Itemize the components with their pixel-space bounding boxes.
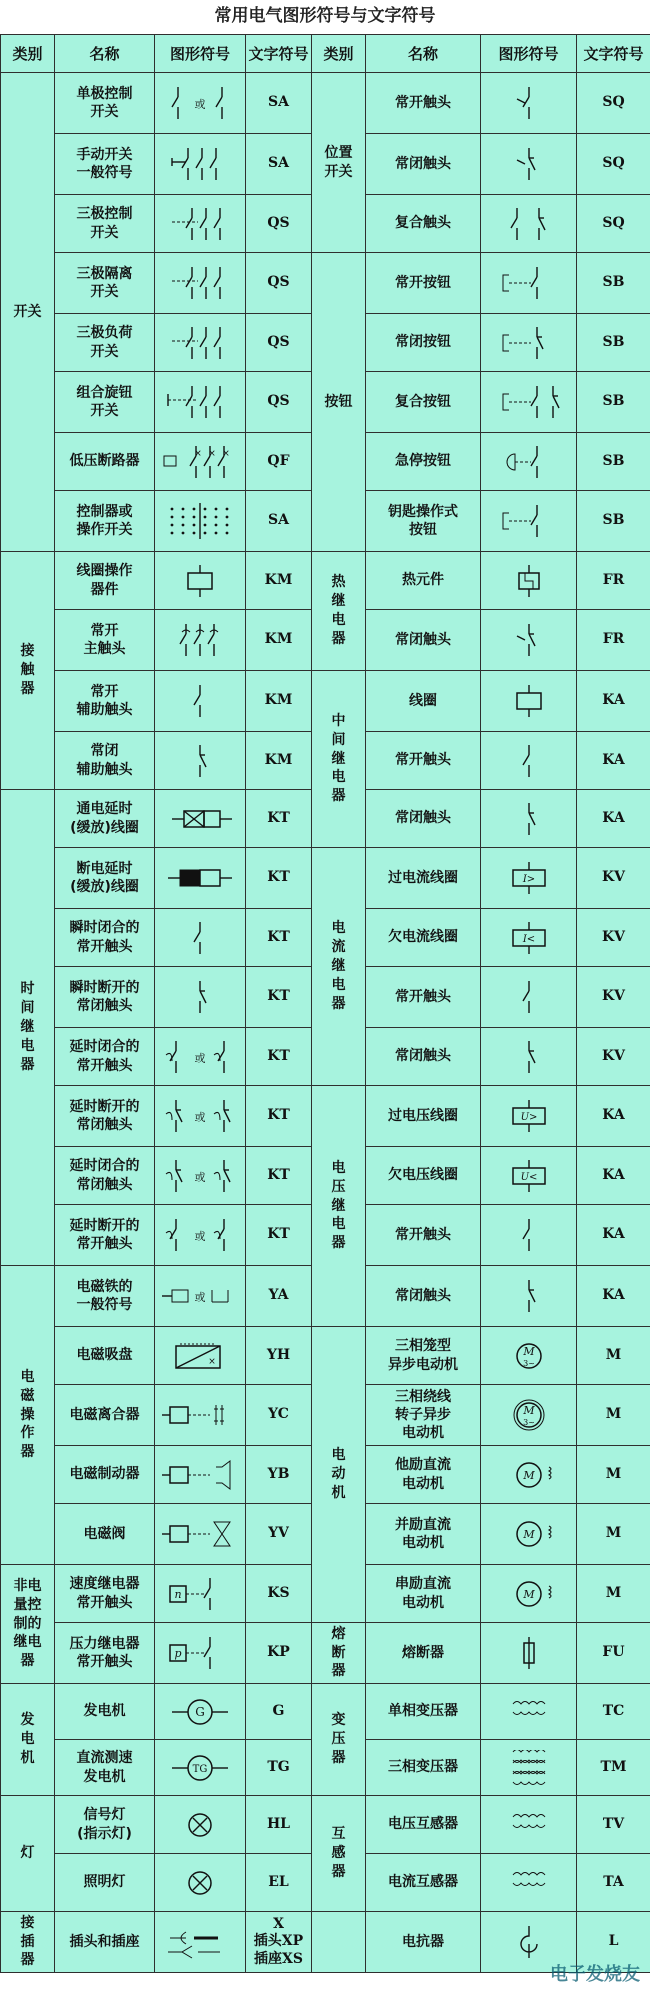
svg-text:M: M <box>522 1404 535 1417</box>
symbol-name: 压力继电器 常开触头 <box>55 1623 155 1684</box>
symbol-name: 线圈操作 器件 <box>55 552 155 610</box>
svg-text:或: 或 <box>194 1291 206 1304</box>
symbol-name: 过电流线圈 <box>366 848 481 909</box>
letter-code: SA <box>246 491 312 552</box>
symbol-name: 延时断开的 常闭触头 <box>55 1086 155 1147</box>
three-transformer-icon <box>481 1740 577 1796</box>
letter-code: SB <box>577 314 650 372</box>
table-row <box>1 1327 650 1385</box>
symbol-name: 常开按钮 <box>366 253 481 314</box>
limit-no-icon <box>481 73 577 134</box>
table-row <box>1 552 650 610</box>
symbol-name: 常开触头 <box>366 1205 481 1266</box>
letter-code: KT <box>246 1205 312 1266</box>
symbol-name: 插头和插座 <box>55 1912 155 1973</box>
category-cell <box>312 1912 366 1973</box>
symbol-name: 欠电流线圈 <box>366 909 481 967</box>
symbol-name: 电压互感器 <box>366 1796 481 1854</box>
svg-text:或: 或 <box>194 1111 206 1124</box>
undervoltage-coil-icon <box>481 1147 577 1205</box>
symbol-name: 三相变压器 <box>366 1740 481 1796</box>
symbol-name: 电磁吸盘 <box>55 1327 155 1385</box>
button-no-icon <box>481 253 577 314</box>
current-no-icon <box>481 967 577 1028</box>
letter-code: TV <box>577 1796 650 1854</box>
letter-code: YA <box>246 1266 312 1327</box>
symbol-name: 常闭触头 <box>366 134 481 195</box>
lighting-lamp-icon <box>155 1854 246 1912</box>
svg-text:M: M <box>522 1587 535 1601</box>
letter-code: QS <box>246 253 312 314</box>
table-row <box>1 1684 650 1740</box>
switch-single-icon <box>155 73 246 134</box>
cage-motor-icon <box>481 1327 577 1385</box>
table-row <box>1 73 650 134</box>
relay-coil-icon <box>481 671 577 732</box>
delay-close-no-icon <box>155 1028 246 1086</box>
page-title: 常用电气图形符号与文字符号 <box>214 6 436 26</box>
svg-text:或: 或 <box>194 1170 206 1184</box>
letter-code: KM <box>246 610 312 671</box>
category-cell: 位置 开关 <box>312 73 366 253</box>
symbol-name: 常闭触头 <box>366 1266 481 1327</box>
letter-code: SQ <box>577 134 650 195</box>
svg-text:M: M <box>522 1344 535 1358</box>
letter-code: KV <box>577 909 650 967</box>
symbol-name: 单相变压器 <box>366 1684 481 1740</box>
table-row <box>1 253 650 314</box>
category-cell: 熔 断 器 <box>312 1623 366 1684</box>
symbol-name: 速度继电器 常开触头 <box>55 1565 155 1623</box>
current-nc-icon <box>481 1028 577 1086</box>
button-nc-icon <box>481 314 577 372</box>
letter-code: M <box>577 1504 650 1565</box>
electromagnet-icon <box>155 1266 246 1327</box>
category-cell: 电 流 继 电 器 <box>312 848 366 1086</box>
symbol-name: 单极控制 开关 <box>55 73 155 134</box>
watermark-logo: 电子发烧友 <box>550 1964 640 1984</box>
voltage-no-icon <box>481 1205 577 1266</box>
signal-lamp-icon <box>155 1796 246 1854</box>
symbol-name: 三相笼型 异步电动机 <box>366 1327 481 1385</box>
letter-code: TA <box>577 1854 650 1912</box>
symbol-name: 熔断器 <box>366 1623 481 1684</box>
switch-3pole-icon <box>155 195 246 253</box>
limit-nc-icon <box>481 134 577 195</box>
header-cell: 图形符号 <box>481 35 577 73</box>
symbol-name: 常开触头 <box>366 73 481 134</box>
category-cell: 接 触 器 <box>1 552 55 790</box>
letter-code: KT <box>246 967 312 1028</box>
letter-code: SA <box>246 73 312 134</box>
symbol-name: 瞬时断开的 常闭触头 <box>55 967 155 1028</box>
symbol-name: 过电压线圈 <box>366 1086 481 1147</box>
svg-text:I>: I> <box>522 874 535 885</box>
shunt-motor-icon <box>481 1504 577 1565</box>
category-cell: 时 间 继 电 器 <box>1 790 55 1266</box>
header-cell: 文字符号 <box>246 35 312 73</box>
letter-code: QS <box>246 372 312 433</box>
load-switch-3pole-icon <box>155 314 246 372</box>
letter-code: EL <box>246 1854 312 1912</box>
svg-text:U>: U> <box>520 1112 537 1123</box>
letter-code: QS <box>246 195 312 253</box>
letter-code: HL <box>246 1796 312 1854</box>
svg-text:U<: U< <box>520 1171 537 1183</box>
symbol-name: 发电机 <box>55 1684 155 1740</box>
category-cell: 灯 <box>1 1796 55 1912</box>
svg-text:×: × <box>208 448 216 459</box>
table-row <box>1 1623 650 1684</box>
symbol-name: 常闭触头 <box>366 1028 481 1086</box>
plug-socket-icon <box>155 1912 246 1973</box>
header-row <box>1 35 650 73</box>
breaker-icon <box>155 433 246 491</box>
symbol-name: 三极负荷 开关 <box>55 314 155 372</box>
letter-code: KP <box>246 1623 312 1684</box>
letter-code: KV <box>577 967 650 1028</box>
header-cell: 图形符号 <box>155 35 246 73</box>
magnetic-clutch-icon <box>155 1385 246 1446</box>
letter-code: KT <box>246 790 312 848</box>
letter-code: KT <box>246 1147 312 1205</box>
svg-text:p: p <box>174 1647 182 1660</box>
symbol-name: 欠电压线圈 <box>366 1147 481 1205</box>
letter-code: QF <box>246 433 312 491</box>
category-cell: 电 压 继 电 器 <box>312 1086 366 1327</box>
symbol-name: 三极控制 开关 <box>55 195 155 253</box>
controller-switch-icon <box>155 491 246 552</box>
overvoltage-coil-icon <box>481 1086 577 1147</box>
symbol-name: 常开触头 <box>366 732 481 790</box>
nc-contact-icon <box>155 732 246 790</box>
on-delay-coil-icon <box>155 790 246 848</box>
symbol-name: 断电延时 (缓放)线圈 <box>55 848 155 909</box>
letter-code: KA <box>577 732 650 790</box>
letter-code: YC <box>246 1385 312 1446</box>
pressure-relay-icon <box>155 1623 246 1684</box>
category-cell: 非电 量控 制的 继电 器 <box>1 1565 55 1684</box>
letter-code: KM <box>246 732 312 790</box>
symbol-name: 信号灯 (指示灯) <box>55 1796 155 1854</box>
manual-switch-icon <box>155 134 246 195</box>
symbol-table <box>0 34 650 1973</box>
symbol-name: 电流互感器 <box>366 1854 481 1912</box>
svg-text:M: M <box>522 1528 535 1541</box>
symbol-name: 组合旋钮 开关 <box>55 372 155 433</box>
rotary-switch-icon <box>155 372 246 433</box>
symbol-name: 急停按钮 <box>366 433 481 491</box>
letter-code: FR <box>577 552 650 610</box>
symbol-name: 三相绕线 转子异步 电动机 <box>366 1385 481 1446</box>
letter-code: L <box>577 1912 650 1973</box>
category-cell: 接 插 器 <box>1 1912 55 1973</box>
key-button-icon <box>481 491 577 552</box>
symbol-name: 常开 主触头 <box>55 610 155 671</box>
category-cell: 开关 <box>1 73 55 552</box>
symbol-name: 三极隔离 开关 <box>55 253 155 314</box>
symbol-name: 复合触头 <box>366 195 481 253</box>
symbol-name: 钥匙操作式 按钮 <box>366 491 481 552</box>
instant-no-contact-icon <box>155 909 246 967</box>
single-transformer-icon <box>481 1684 577 1740</box>
header-cell: 类别 <box>1 35 55 73</box>
svg-text:TG: TG <box>192 1763 208 1775</box>
letter-code: YB <box>246 1446 312 1504</box>
svg-text:M: M <box>522 1468 535 1482</box>
symbol-name: 常闭触头 <box>366 790 481 848</box>
emergency-stop-icon <box>481 433 577 491</box>
category-cell: 变 压 器 <box>312 1684 366 1796</box>
svg-text:n: n <box>174 1587 182 1601</box>
fuse-icon <box>481 1623 577 1684</box>
letter-code: SB <box>577 372 650 433</box>
letter-code: TC <box>577 1684 650 1740</box>
thermal-element-icon <box>481 552 577 610</box>
delay-open-nc-icon <box>155 1086 246 1147</box>
letter-code: KA <box>577 1266 650 1327</box>
symbol-name: 串励直流 电动机 <box>366 1565 481 1623</box>
symbol-name: 常开触头 <box>366 967 481 1028</box>
letter-code: YH <box>246 1327 312 1385</box>
symbol-name: 延时断开的 常开触头 <box>55 1205 155 1266</box>
series-motor-icon <box>481 1565 577 1623</box>
symbol-name: 电抗器 <box>366 1912 481 1973</box>
symbol-name: 通电延时 (缓放)线圈 <box>55 790 155 848</box>
thermal-nc-icon <box>481 610 577 671</box>
symbol-name: 复合按钮 <box>366 372 481 433</box>
symbol-name: 电磁阀 <box>55 1504 155 1565</box>
generator-icon <box>155 1684 246 1740</box>
letter-code: SB <box>577 433 650 491</box>
letter-code: KV <box>577 848 650 909</box>
svg-text:I<: I< <box>522 933 535 945</box>
solenoid-valve-icon <box>155 1504 246 1565</box>
category-cell: 互 感 器 <box>312 1796 366 1912</box>
no-contact-icon <box>155 671 246 732</box>
letter-code: YV <box>246 1504 312 1565</box>
symbol-name: 延时闭合的 常闭触头 <box>55 1147 155 1205</box>
table-row <box>1 671 650 732</box>
undercurrent-coil-icon <box>481 909 577 967</box>
relay-no-icon <box>481 732 577 790</box>
tacho-generator-icon <box>155 1740 246 1796</box>
button-compound-icon <box>481 372 577 433</box>
letter-code: QS <box>246 314 312 372</box>
voltage-transformer-icon <box>481 1796 577 1854</box>
symbol-name: 热元件 <box>366 552 481 610</box>
svg-text:3~: 3~ <box>522 1418 535 1427</box>
symbol-name: 延时闭合的 常开触头 <box>55 1028 155 1086</box>
wound-motor-icon <box>481 1385 577 1446</box>
symbol-name: 低压断路器 <box>55 433 155 491</box>
instant-nc-contact-icon <box>155 967 246 1028</box>
symbol-name: 线圈 <box>366 671 481 732</box>
symbol-name: 瞬时闭合的 常开触头 <box>55 909 155 967</box>
relay-nc-icon <box>481 790 577 848</box>
letter-code: KS <box>246 1565 312 1623</box>
symbol-name: 常闭 辅助触头 <box>55 732 155 790</box>
svg-text:3~: 3~ <box>522 1358 535 1368</box>
category-cell: 电 磁 操 作 器 <box>1 1266 55 1565</box>
letter-code: SQ <box>577 73 650 134</box>
main-contact-icon <box>155 610 246 671</box>
letter-code: M <box>577 1385 650 1446</box>
symbol-name: 直流测速 发电机 <box>55 1740 155 1796</box>
letter-code: SA <box>246 134 312 195</box>
symbol-name: 控制器或 操作开关 <box>55 491 155 552</box>
letter-code: KA <box>577 671 650 732</box>
letter-code: SB <box>577 253 650 314</box>
speed-relay-icon <box>155 1565 246 1623</box>
letter-code: KA <box>577 1086 650 1147</box>
letter-code: KT <box>246 1028 312 1086</box>
svg-text:G: G <box>195 1704 205 1719</box>
magnetic-chuck-icon <box>155 1327 246 1385</box>
category-cell: 发 电 机 <box>1 1684 55 1796</box>
letter-code: M <box>577 1565 650 1623</box>
letter-code: M <box>577 1446 650 1504</box>
current-transformer-icon <box>481 1854 577 1912</box>
letter-code: KV <box>577 1028 650 1086</box>
overcurrent-coil-icon <box>481 848 577 909</box>
svg-text:或: 或 <box>194 1230 206 1243</box>
letter-code: SB <box>577 491 650 552</box>
svg-text:×: × <box>208 1356 216 1367</box>
letter-code: TG <box>246 1740 312 1796</box>
letter-code: KA <box>577 1205 650 1266</box>
letter-code: M <box>577 1327 650 1385</box>
table-row <box>1 848 650 909</box>
header-cell: 类别 <box>312 35 366 73</box>
letter-code: KA <box>577 790 650 848</box>
coil-icon <box>155 552 246 610</box>
voltage-nc-icon <box>481 1266 577 1327</box>
symbol-name: 手动开关 一般符号 <box>55 134 155 195</box>
letter-code: KA <box>577 1147 650 1205</box>
symbol-name: 电磁离合器 <box>55 1385 155 1446</box>
table-row <box>1 1086 650 1147</box>
category-cell: 热 继 电 器 <box>312 552 366 671</box>
header-cell: 名称 <box>366 35 481 73</box>
isolator-3pole-icon <box>155 253 246 314</box>
off-delay-coil-icon <box>155 848 246 909</box>
letter-code: KT <box>246 848 312 909</box>
header-cell: 名称 <box>55 35 155 73</box>
magnetic-brake-icon <box>155 1446 246 1504</box>
svg-text:×: × <box>194 448 202 459</box>
symbol-name: 常闭按钮 <box>366 314 481 372</box>
symbol-name: 电磁制动器 <box>55 1446 155 1504</box>
letter-code: KT <box>246 909 312 967</box>
letter-code: SQ <box>577 195 650 253</box>
header-cell: 文字符号 <box>577 35 650 73</box>
limit-compound-icon <box>481 195 577 253</box>
letter-code: G <box>246 1684 312 1740</box>
delay-open-no-icon <box>155 1205 246 1266</box>
letter-code: TM <box>577 1740 650 1796</box>
symbol-name: 电磁铁的 一般符号 <box>55 1266 155 1327</box>
letter-code: X 插头XP 插座XS <box>246 1912 312 1973</box>
category-cell: 电 动 机 <box>312 1327 366 1623</box>
category-cell: 按钮 <box>312 253 366 552</box>
letter-code: KM <box>246 552 312 610</box>
category-cell: 中 间 继 电 器 <box>312 671 366 848</box>
svg-text:×: × <box>222 448 230 459</box>
table-row <box>1 1796 650 1854</box>
separately-excited-motor-icon <box>481 1446 577 1504</box>
symbol-name: 他励直流 电动机 <box>366 1446 481 1504</box>
symbol-name: 并励直流 电动机 <box>366 1504 481 1565</box>
symbol-name: 照明灯 <box>55 1854 155 1912</box>
svg-text:或: 或 <box>194 1051 206 1065</box>
symbol-name: 常闭触头 <box>366 610 481 671</box>
svg-text:或: 或 <box>194 98 206 111</box>
symbol-name: 常开 辅助触头 <box>55 671 155 732</box>
letter-code: FU <box>577 1623 650 1684</box>
delay-close-nc-icon <box>155 1147 246 1205</box>
letter-code: KT <box>246 1086 312 1147</box>
letter-code: KM <box>246 671 312 732</box>
letter-code: FR <box>577 610 650 671</box>
